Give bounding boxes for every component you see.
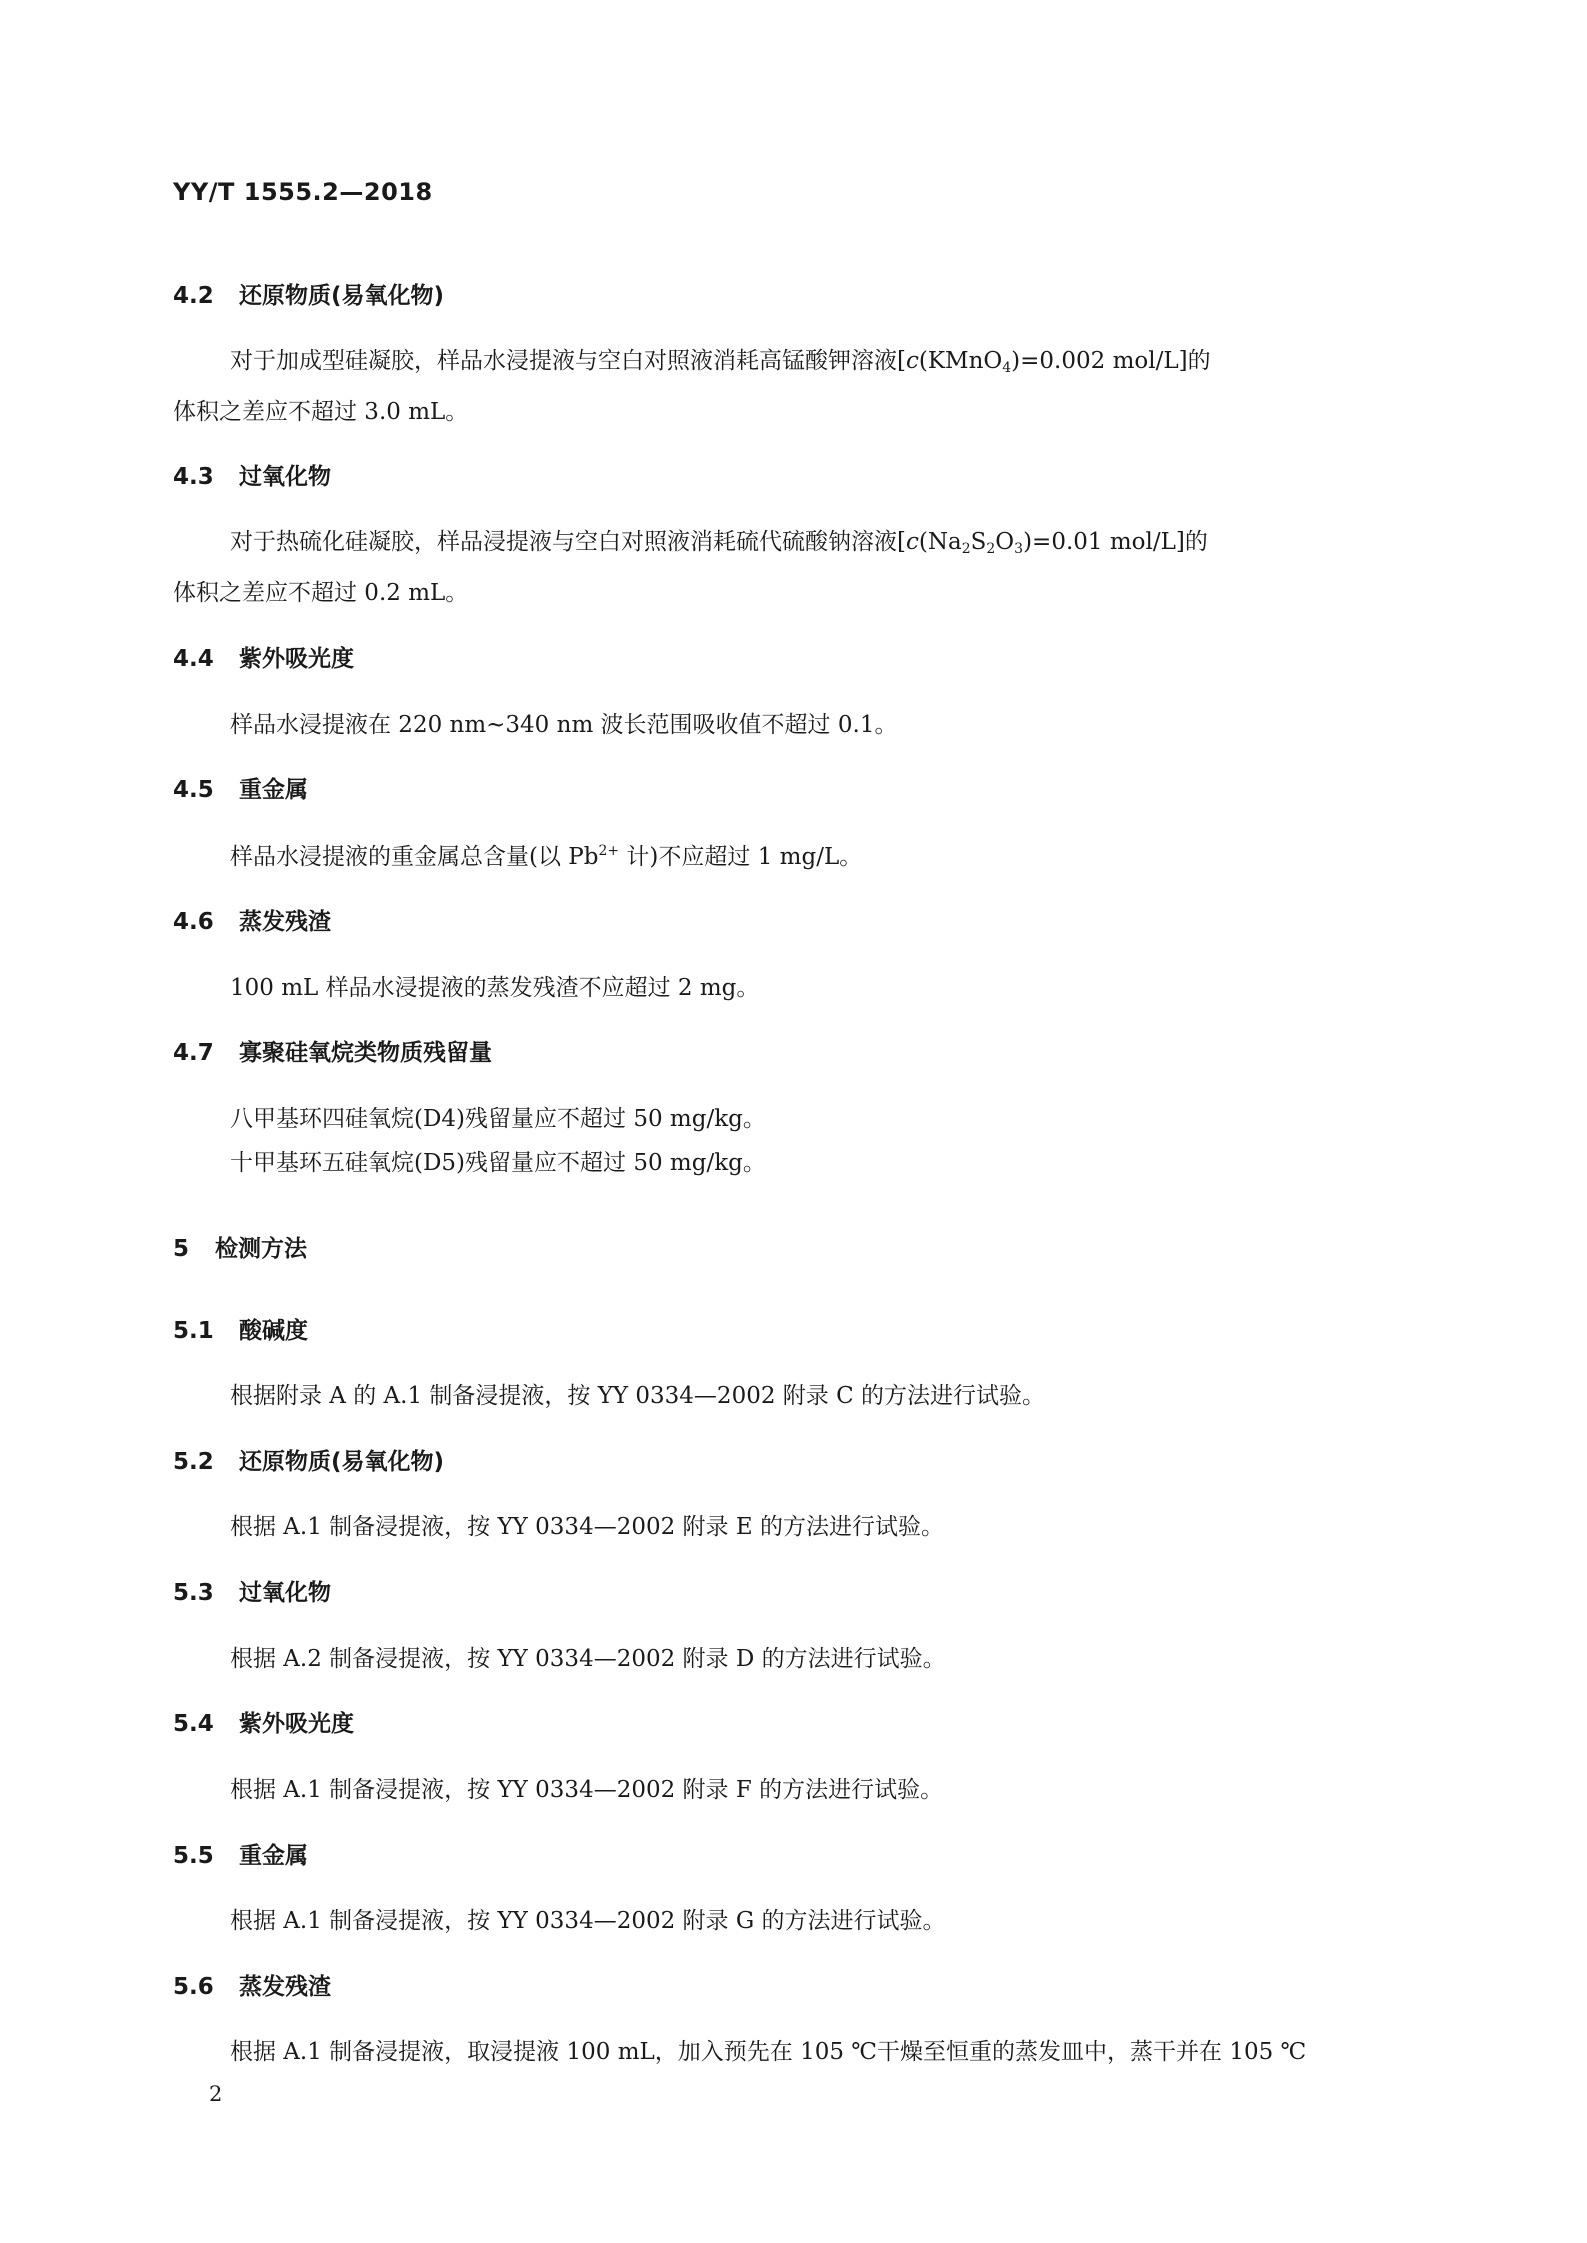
section-number: 4.4 (173, 646, 214, 672)
superscript: 2+ (598, 843, 620, 859)
subscript: 2 (961, 541, 971, 557)
section-title: 紫外吸光度 (239, 646, 354, 672)
section-4-7-paragraph-line-1: 八甲基环四硅氧烷(D4)残留量应不超过 50 mg/kg。 (230, 1106, 766, 1132)
section-number: 5.3 (173, 1580, 214, 1606)
section-5-3-paragraph: 根据 A.2 制备浸提液，按 YY 0334—2002 附录 D 的方法进行试验。 (230, 1646, 946, 1672)
section-4-5-heading (173, 771, 308, 804)
text-run: (KMnO (918, 348, 1003, 374)
subscript: 4 (1002, 360, 1012, 376)
text-run: )=0.002 mol/L]的 (1011, 348, 1211, 374)
section-5-5-paragraph: 根据 A.1 制备浸提液，按 YY 0334—2002 附录 G 的方法进行试验。 (230, 1908, 946, 1934)
section-5-2-heading (173, 1443, 444, 1476)
section-4-3-heading (173, 458, 331, 491)
section-number: 5.4 (173, 1711, 214, 1737)
section-number: 4.6 (173, 909, 214, 935)
section-title: 还原物质(易氧化物) (239, 283, 445, 309)
section-title: 重金属 (239, 1843, 308, 1869)
section-number: 4.5 (173, 777, 214, 803)
text-run: S (970, 529, 987, 555)
section-title: 酸碱度 (239, 1318, 308, 1344)
section-4-2-heading (173, 277, 444, 310)
section-5-heading (173, 1230, 307, 1263)
section-number: 4.3 (173, 464, 214, 490)
text-run: 对于热硫化硅凝胶，样品浸提液与空白对照液消耗硫代硫酸钠溶液[ (230, 529, 906, 555)
section-title: 还原物质(易氧化物) (239, 1449, 445, 1475)
section-title: 寡聚硅氧烷类物质残留量 (239, 1040, 492, 1066)
text-run: 样品水浸提液的重金属总含量(以 Pb (230, 844, 599, 870)
section-4-7-paragraph-line-2: 十甲基环五硅氧烷(D5)残留量应不超过 50 mg/kg。 (230, 1150, 766, 1176)
subscript: 2 (986, 541, 996, 557)
section-title: 蒸发残渣 (239, 909, 331, 935)
standard-number-header: YY/T 1555.2—2018 (173, 178, 433, 206)
section-5-5-heading (173, 1837, 308, 1870)
section-title: 紫外吸光度 (239, 1711, 354, 1737)
section-4-3-paragraph-line-1 (230, 523, 1208, 556)
section-number: 4.2 (173, 283, 214, 309)
section-5-2-paragraph: 根据 A.1 制备浸提液，按 YY 0334—2002 附录 E 的方法进行试验。 (230, 1514, 944, 1540)
section-title: 蒸发残渣 (239, 1974, 331, 2000)
page-number: 2 (209, 2082, 223, 2106)
section-5-3-heading (173, 1574, 331, 1607)
section-4-4-paragraph: 样品水浸提液在 220 nm~340 nm 波长范围吸收值不超过 0.1。 (230, 712, 898, 738)
section-title: 过氧化物 (239, 464, 331, 490)
section-4-7-heading (173, 1034, 492, 1067)
section-number: 5.5 (173, 1843, 214, 1869)
text-run: (Na (918, 529, 962, 555)
variable-c: c (905, 529, 919, 555)
section-5-1-paragraph: 根据附录 A 的 A.1 制备浸提液，按 YY 0334—2002 附录 C 的方法进行试验。 (230, 1383, 1045, 1409)
section-number: 5.1 (173, 1318, 214, 1344)
section-4-3-paragraph-line-2: 体积之差应不超过 0.2 mL。 (173, 580, 469, 606)
section-4-5-paragraph (230, 838, 862, 871)
section-4-6-heading (173, 903, 331, 936)
section-title: 重金属 (239, 777, 308, 803)
section-number: 5.6 (173, 1974, 214, 2000)
section-4-6-paragraph: 100 mL 样品水浸提液的蒸发残渣不应超过 2 mg。 (230, 975, 760, 1001)
section-5-4-heading (173, 1705, 354, 1738)
section-number: 5 (173, 1236, 190, 1262)
text-run: 对于加成型硅凝胶，样品水浸提液与空白对照液消耗高锰酸钾溶液[ (230, 348, 906, 374)
text-run: O (995, 529, 1015, 555)
section-number: 4.7 (173, 1040, 214, 1066)
section-title: 过氧化物 (239, 1580, 331, 1606)
section-number: 5.2 (173, 1449, 214, 1475)
section-5-6-heading (173, 1968, 331, 2001)
section-4-4-heading (173, 640, 354, 673)
subscript: 3 (1014, 541, 1024, 557)
section-5-4-paragraph: 根据 A.1 制备浸提液，按 YY 0334—2002 附录 F 的方法进行试验。 (230, 1777, 944, 1803)
section-5-1-heading (173, 1312, 308, 1345)
section-4-2-paragraph-line-1 (230, 342, 1211, 375)
section-5-6-paragraph: 根据 A.1 制备浸提液，取浸提液 100 mL，加入预先在 105 ℃干燥至恒重的蒸发皿中，蒸干并在 105 ℃ (230, 2039, 1307, 2065)
section-4-2-paragraph-line-2: 体积之差应不超过 3.0 mL。 (173, 399, 469, 425)
section-title: 检测方法 (215, 1236, 307, 1262)
variable-c: c (905, 348, 919, 374)
text-run: 计)不应超过 1 mg/L。 (619, 844, 863, 870)
text-run: )=0.01 mol/L]的 (1023, 529, 1208, 555)
